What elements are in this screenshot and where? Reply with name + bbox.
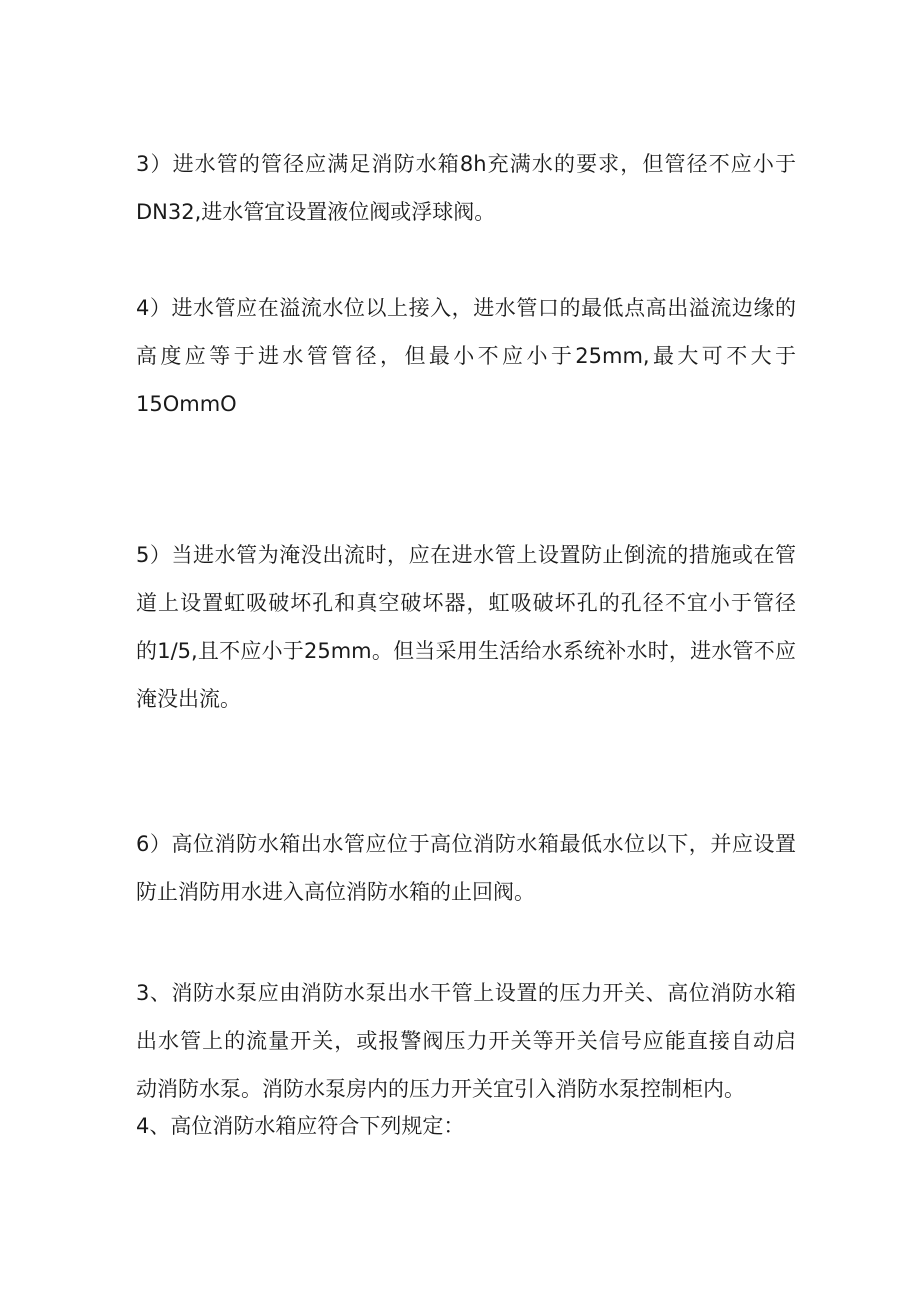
paragraph-line: 动消防水泵。消防水泵房内的压力开关宜引入消防水泵控制柜内。	[136, 1077, 745, 1101]
paragraph-section-4-tank-rules	[136, 1102, 796, 1150]
paragraph-line: DN32,进水管宜设置液位阀或浮球阀。	[136, 200, 496, 224]
paragraph-line: 道上设置虹吸破坏孔和真空破坏器，虹吸破坏孔的孔径不宜小于管径	[136, 591, 796, 615]
paragraph-line: 5）当进水管为淹没出流时，应在进水管上设置防止倒流的措施或在管	[136, 543, 796, 567]
paragraph-item-6-outlet-check-valve	[136, 820, 796, 916]
paragraph-line: 4、高位消防水箱应符合下列规定：	[136, 1114, 465, 1138]
paragraph-line: 4）进水管应在溢流水位以上接入，进水管口的最低点高出溢流边缘的	[136, 296, 796, 320]
paragraph-item-3-inlet-diameter	[136, 140, 796, 236]
paragraph-line: 防止消防用水进入高位消防水箱的止回阀。	[136, 880, 535, 904]
paragraph-line: 6）高位消防水箱出水管应位于高位消防水箱最低水位以下，并应设置	[136, 832, 796, 856]
paragraph-section-3-pump-start	[136, 969, 796, 1113]
paragraph-item-4-inlet-position	[136, 284, 796, 428]
paragraph-line: 的1/5,且不应小于25mm。但当采用生活给水系统补水时，进水管不应	[136, 639, 796, 663]
paragraph-line: 出水管上的流量开关，或报警阀压力开关等开关信号应能直接自动启	[136, 1029, 796, 1053]
paragraph-line: 淹没出流。	[136, 687, 241, 711]
paragraph-line: 高度应等于进水管管径，但最小不应小于25mm,最大可不大于	[136, 344, 796, 368]
paragraph-line: 15OmmO	[136, 392, 237, 416]
paragraph-line: 3）进水管的管径应满足消防水箱8h充满水的要求，但管径不应小于	[136, 152, 796, 176]
paragraph-item-5-submerged-outflow	[136, 531, 796, 723]
paragraph-line: 3、消防水泵应由消防水泵出水干管上设置的压力开关、高位消防水箱	[136, 981, 796, 1005]
